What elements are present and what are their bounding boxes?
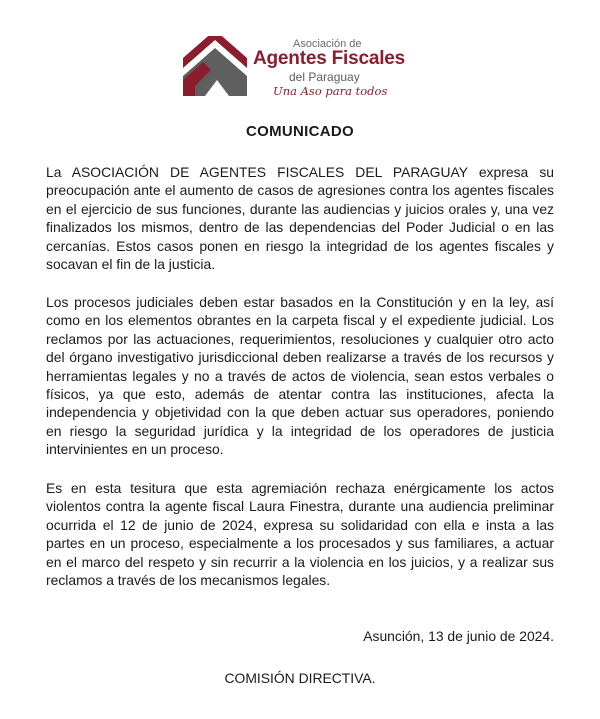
document-date: Asunción, 13 de junio de 2024. xyxy=(363,628,554,644)
logo-line-asociacion: Asociación de xyxy=(293,38,362,50)
paragraph-3: Es en esta tesitura que esta agremiación rechaza enérgicamente los actos violentos contra la agente fiscal Laura Finestra, durante una audiencia preliminar ocurrida el 12 de junio de 2024, expresa su solidaridad con ella e insta a las partes en un proceso, especialmente a los procesados y sus familiares, a actuar en el marco del respeto y sin recurrir a la violencia en los juicios, y a realizar sus reclamos a través de los mecanismos legales. xyxy=(46,480,554,589)
paragraph-2: Los procesos judiciales deben estar basados en la Constitución y en la ley, así como en los elementos obrantes en la carpeta fiscal y el expediente judicial. Los reclamos por las actuaciones, requerimientos, resoluciones y cualquier otro acto del órgano investigativo jurisdiccional deben realizarse a través de los recursos y herramientas legales y no a través de actos de violencia, sean estos verbales o físicos, ya que esto, además de atentar contra las instituciones, afecta la independencia y objetividad con la que deben actuar sus operadores, poniendo en riesgo la seguridad jurídica y la integridad de los operadores de justicia intervinientes en un proceso. xyxy=(46,294,554,458)
logo-line-paraguay: del Paraguay xyxy=(289,70,360,84)
signature: COMISIÓN DIRECTIVA. xyxy=(224,670,376,686)
logo-tagline: Una Aso para todos xyxy=(273,84,388,98)
document-title: COMUNICADO xyxy=(246,123,354,140)
association-logo xyxy=(183,36,423,100)
paragraph-1: La ASOCIACIÓN DE AGENTES FISCALES DEL PARAGUAY expresa su preocupación ante el aumento de casos de agresiones contra los agentes fiscales en el ejercicio de sus funciones, durante las audiencias y juicios orales y, una vez finalizados los mismos, dentro de las dependencias del Poder Judicial o en las cercanías. Estos casos ponen en riesgo la integridad de los agentes fiscales y socavan el fin de la justicia. xyxy=(46,164,554,273)
logo-line-agentes-fiscales: Agentes Fiscales xyxy=(253,48,406,69)
house-logo-icon xyxy=(183,36,247,96)
